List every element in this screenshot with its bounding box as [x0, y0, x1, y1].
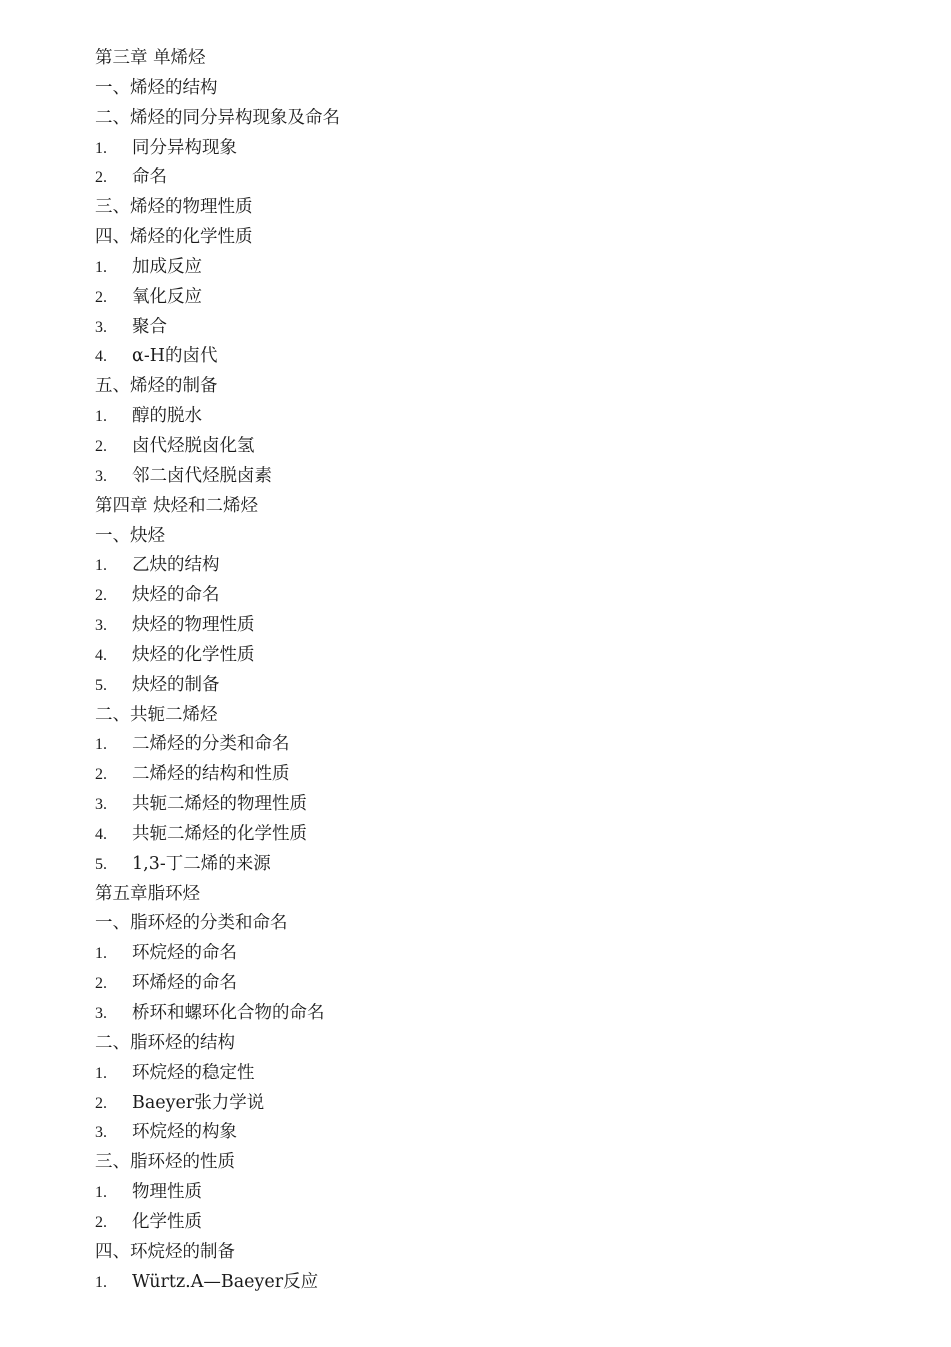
outline-subitem: [95, 283, 895, 313]
item-number: 4.: [95, 348, 107, 366]
outline-subitem: [95, 432, 895, 462]
outline-subitem: [95, 313, 895, 343]
outline-heading: [95, 74, 895, 104]
item-text: 聚合: [132, 316, 167, 337]
item-text: 同分异构现象: [132, 137, 237, 158]
item-number: 2.: [95, 288, 107, 306]
outline-heading: [95, 1238, 895, 1268]
item-text: 第三章 单烯烃: [95, 48, 206, 68]
outline-subitem: [95, 253, 895, 283]
item-number: 2.: [95, 169, 107, 187]
item-text: 二、烯烃的同分异构现象及命名: [95, 107, 340, 128]
item-text: 炔烃的化学性质: [132, 644, 255, 665]
item-text: 炔烃的命名: [132, 585, 220, 606]
item-text: 四、烯烃的化学性质: [95, 227, 253, 248]
item-text: 环烷烃的构象: [132, 1122, 237, 1143]
item-number: 1.: [95, 139, 107, 157]
item-text: 环烷烃的命名: [132, 943, 237, 964]
outline-heading: [95, 104, 895, 134]
outline-subitem: [95, 1118, 895, 1148]
item-number: 2.: [95, 437, 107, 455]
outline-heading: [95, 44, 895, 74]
outline-heading: [95, 223, 895, 253]
item-text: 1,3-丁二烯的来源: [132, 853, 271, 874]
outline-subitem: [95, 1089, 895, 1119]
item-text: 一、炔烃: [95, 525, 165, 546]
outline-heading: [95, 1029, 895, 1059]
outline-subitem: [95, 641, 895, 671]
outline-subitem: [95, 402, 895, 432]
item-number: 5.: [95, 676, 107, 694]
outline-subitem: [95, 581, 895, 611]
item-number: 1.: [95, 736, 107, 754]
item-number: 3.: [95, 1124, 107, 1142]
item-text: 四、环烷烃的制备: [95, 1241, 235, 1262]
item-number: 5.: [95, 855, 107, 873]
outline-subitem: [95, 1178, 895, 1208]
item-number: 1.: [95, 1273, 107, 1291]
item-number: 3.: [95, 318, 107, 336]
outline-subitem: [95, 462, 895, 492]
item-number: 4.: [95, 646, 107, 664]
item-text: 炔烃的物理性质: [132, 615, 255, 636]
item-text: 氧化反应: [132, 286, 202, 307]
item-text: 一、脂环烃的分类和命名: [95, 913, 288, 934]
item-number: 2.: [95, 766, 107, 784]
outline-heading: [95, 193, 895, 223]
document-outline: [95, 44, 895, 1297]
item-text: 共轭二烯烃的化学性质: [132, 823, 307, 844]
item-number: 3.: [95, 617, 107, 635]
outline-subitem: [95, 611, 895, 641]
outline-heading: [95, 492, 895, 522]
outline-subitem: [95, 760, 895, 790]
outline-subitem: [95, 671, 895, 701]
item-number: 1.: [95, 557, 107, 575]
item-number: 3.: [95, 796, 107, 814]
item-number: 1.: [95, 408, 107, 426]
item-text: 醇的脱水: [132, 406, 202, 427]
item-text: 物理性质: [132, 1182, 202, 1203]
outline-subitem: [95, 1268, 895, 1298]
item-number: 2.: [95, 1213, 107, 1231]
outline-subitem: [95, 999, 895, 1029]
item-text: 共轭二烯烃的物理性质: [132, 794, 307, 815]
item-text: 二烯烃的结构和性质: [132, 764, 290, 785]
item-text: 二、脂环烃的结构: [95, 1032, 235, 1053]
item-text: 三、脂环烃的性质: [95, 1152, 235, 1173]
item-text: 五、烯烃的制备: [95, 376, 218, 397]
item-text: 邻二卤代烃脱卤素: [132, 465, 272, 486]
item-text: 环烯烃的命名: [132, 973, 237, 994]
item-text: 化学性质: [132, 1211, 202, 1232]
item-text: 二烯烃的分类和命名: [132, 734, 290, 755]
outline-subitem: [95, 551, 895, 581]
item-number: 1.: [95, 1184, 107, 1202]
outline-subitem: [95, 820, 895, 850]
item-text: 炔烃的制备: [132, 674, 220, 695]
outline-heading: [95, 1148, 895, 1178]
item-text: 环烷烃的稳定性: [132, 1062, 255, 1083]
outline-heading: [95, 701, 895, 731]
item-text: 桥环和螺环化合物的命名: [132, 1003, 325, 1023]
item-text: 第四章 炔烃和二烯烃: [95, 495, 259, 516]
item-text: 命名: [132, 167, 167, 188]
outline-subitem: [95, 134, 895, 164]
item-number: 1.: [95, 945, 107, 963]
item-number: 1.: [95, 258, 107, 276]
item-text: Baeyer张力学说: [132, 1092, 265, 1113]
outline-subitem: [95, 163, 895, 193]
outline-subitem: [95, 969, 895, 999]
outline-subitem: [95, 939, 895, 969]
item-number: 2.: [95, 975, 107, 993]
outline-subitem: [95, 730, 895, 760]
item-text: 第五章脂环烃: [95, 883, 200, 904]
item-number: 2.: [95, 1094, 107, 1112]
item-number: 3.: [95, 1005, 107, 1022]
outline-subitem: [95, 1208, 895, 1238]
item-text: 卤代烃脱卤化氢: [132, 435, 255, 456]
outline-heading: [95, 880, 895, 910]
outline-subitem: [95, 850, 895, 880]
item-text: α-H的卤代: [132, 346, 218, 367]
outline-subitem: [95, 342, 895, 372]
item-text: 三、烯烃的物理性质: [95, 197, 253, 218]
item-number: 1.: [95, 1064, 107, 1082]
item-number: 3.: [95, 467, 107, 485]
item-text: 一、烯烃的结构: [95, 77, 218, 98]
outline-subitem: [95, 790, 895, 820]
outline-heading: [95, 909, 895, 939]
item-number: 2.: [95, 587, 107, 605]
item-text: 加成反应: [132, 256, 202, 277]
item-text: 乙炔的结构: [132, 555, 220, 576]
outline-heading: [95, 372, 895, 402]
outline-subitem: [95, 1059, 895, 1089]
outline-heading: [95, 522, 895, 552]
item-text: Würtz.A—Baeyer反应: [132, 1271, 319, 1292]
item-number: 4.: [95, 825, 107, 843]
item-text: 二、共轭二烯烃: [95, 704, 218, 725]
